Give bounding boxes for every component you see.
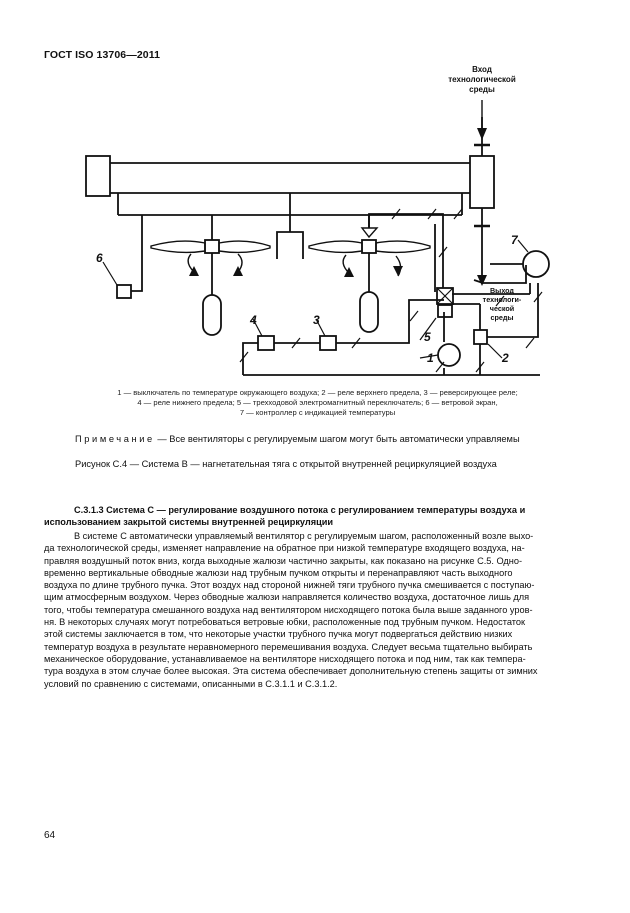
fan-left-hub [205, 240, 219, 253]
fan-right-hub [362, 240, 376, 253]
fan-left-blade-left [151, 241, 205, 252]
body-line: ня. В некоторых случаях могут потребоваться ветровые юбки, расположенные под трубным пучком. Недостаток [44, 617, 525, 628]
document-header: ГОСТ ISO 13706—2011 [44, 49, 161, 61]
fan-left-blade-right [219, 241, 270, 252]
body-line: временно вертикальные обводные жалюзи над трубным пучком открыты и перенаправляют часть выходного [44, 567, 513, 578]
relay-3 [320, 336, 336, 350]
relay-4 [258, 336, 274, 350]
note-text: — Все вентиляторы с регулируемым шагом могут быть автоматически управляемы [154, 434, 520, 444]
outlet-label-line3: ческой [489, 304, 515, 313]
outlet-label-line1: Выход [489, 286, 515, 295]
figure-note [75, 434, 520, 444]
body-line: правляя воздушный поток вниз, когда выходные жалюзи частично закрыты, как показано на рисунке С.5. Одно- [44, 555, 523, 566]
ambient-sensor-1 [438, 344, 460, 366]
section-body [44, 530, 584, 690]
callout-4: 4 [250, 313, 257, 327]
outlet-label-line2: технологи- [482, 295, 522, 304]
body-line: да технологической среды, изменяет направление на обратное при низкой температуре входящего воздуха, на- [44, 543, 525, 554]
callout-1: 1 [427, 351, 434, 365]
ambient-switch-6 [117, 285, 131, 298]
callout-7: 7 [511, 233, 518, 247]
inlet-label-line1: Вход [472, 65, 492, 74]
figure-legend [60, 388, 575, 419]
inlet-label-line3: среды [469, 85, 495, 94]
legend-line: 1 — выключатель по температуре окружающего воздуха; 2 — реле верхнего предела, 3 — реверсирующее реле; [117, 388, 518, 397]
controller-7 [523, 251, 549, 277]
legend-line: 7 — контроллер с индикацией температуры [239, 408, 396, 418]
section-title: С.3.1.3 Система С — регулирование воздушного потока с регулированием температуры воздуха и использованием закрытой системы внутренней рециркуляции [44, 505, 526, 528]
body-line: тура воздуха в этом случае более высокая. Эта система обеспечивает дополнительную степень защиты от зимних [44, 666, 538, 677]
fan-right-blade-left [309, 241, 362, 252]
fan-right-blade-right [376, 241, 430, 252]
body-line: В системе С автоматически управляемый вентилятор с регулируемым шагом, расположенный возле выхо- [74, 531, 534, 541]
callout-2: 2 [502, 351, 509, 365]
body-line: условий по сравнению с системами, описанными в С.3.1.1 и С.3.1.2. [44, 678, 338, 689]
motor-left [203, 295, 221, 335]
legend-line: 4 — реле нижнего предела; 5 — трехходовой электромагнитный переключатель; 6 — ветровой экран, [137, 398, 498, 408]
page-number: 64 [44, 830, 56, 841]
body-line: воздуха по длине трубного пучка. Этот воздух над стороной нижней тяги трубного пучка смешивается с поступаю- [44, 580, 535, 591]
callout-5: 5 [424, 330, 431, 344]
body-line: щим атмосферным воздухом. Через обводные жалюзи направляется количество воздуха, достаточное лишь для [44, 592, 530, 603]
outlet-label-line4: среды [490, 313, 514, 322]
wind-screen [277, 232, 303, 259]
callout-3: 3 [313, 313, 320, 327]
figure-caption: Рисунок С.4 — Система В — нагнетательная тяга с открытой внутренней рециркуляцией воздуха [75, 459, 497, 469]
body-line: механическое оборудование, устанавливаемое на вентиляторе нисходящего потока и под ним, так как темпера- [44, 653, 526, 664]
high-limit-relay-2 [474, 330, 487, 344]
body-line: того, чтобы температура смешанного воздуха над вентилятором нисходящего потока была выше заданного уров- [44, 604, 533, 615]
body-line: температур воздуха в результате неравномерного перемешивания воздуха. Следует весьма тщательно выбирать [44, 641, 533, 652]
right-header-box [470, 156, 494, 208]
figure-c4-diagram [0, 0, 630, 390]
body-line: этой системы заключается в том, что некоторые участки трубного пучка могут подвергаться действию низких [44, 629, 513, 640]
note-label: Примечание [75, 434, 155, 444]
motor-right [360, 292, 378, 332]
inlet-label-line2: технологической [448, 75, 516, 84]
left-header-box [86, 156, 110, 196]
callout-6: 6 [96, 251, 103, 265]
